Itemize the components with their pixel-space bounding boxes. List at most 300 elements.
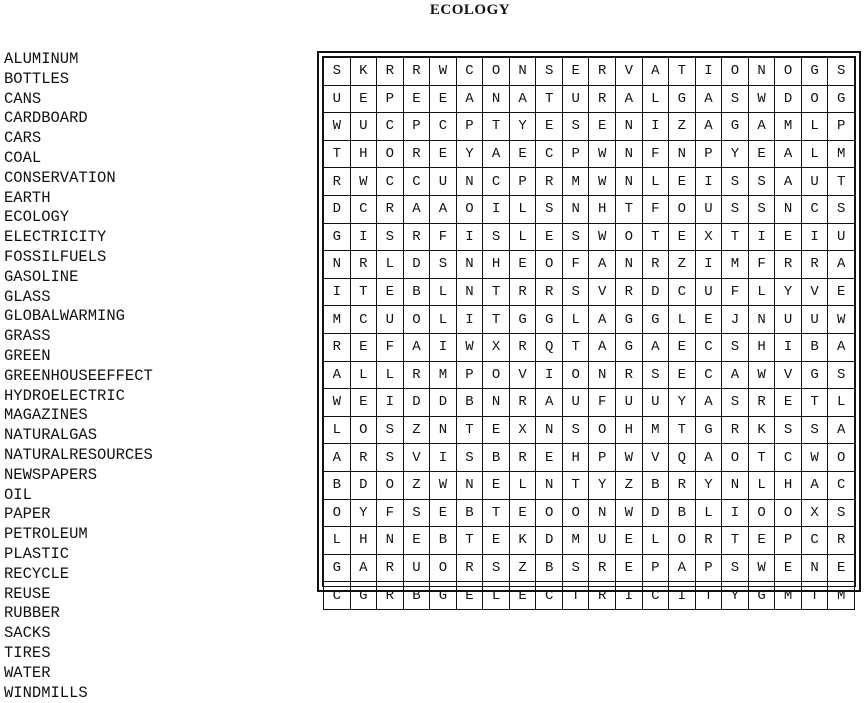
grid-cell[interactable]: Y: [509, 113, 536, 141]
grid-cell[interactable]: S: [483, 554, 510, 582]
grid-cell[interactable]: A: [828, 251, 855, 279]
grid-cell[interactable]: B: [456, 389, 483, 417]
grid-cell[interactable]: R: [403, 361, 430, 389]
grid-cell[interactable]: E: [456, 582, 483, 610]
grid-cell[interactable]: A: [589, 333, 616, 361]
grid-cell[interactable]: C: [695, 333, 722, 361]
grid-cell[interactable]: O: [775, 499, 802, 527]
grid-cell[interactable]: N: [536, 416, 563, 444]
grid-cell[interactable]: L: [324, 527, 351, 555]
grid-cell[interactable]: H: [562, 444, 589, 472]
grid-cell[interactable]: E: [828, 278, 855, 306]
grid-cell[interactable]: A: [324, 444, 351, 472]
grid-cell[interactable]: I: [536, 361, 563, 389]
grid-cell[interactable]: M: [562, 168, 589, 196]
grid-cell[interactable]: N: [801, 554, 828, 582]
grid-cell[interactable]: E: [695, 306, 722, 334]
grid-cell[interactable]: U: [801, 306, 828, 334]
grid-cell[interactable]: N: [589, 361, 616, 389]
grid-cell[interactable]: N: [748, 306, 775, 334]
grid-cell[interactable]: G: [722, 113, 749, 141]
grid-cell[interactable]: S: [536, 58, 563, 86]
grid-cell[interactable]: F: [748, 251, 775, 279]
grid-cell[interactable]: W: [589, 223, 616, 251]
grid-cell[interactable]: I: [695, 58, 722, 86]
grid-cell[interactable]: W: [430, 471, 457, 499]
grid-cell[interactable]: T: [722, 223, 749, 251]
grid-cell[interactable]: N: [616, 251, 643, 279]
grid-cell[interactable]: C: [775, 444, 802, 472]
grid-cell[interactable]: S: [828, 58, 855, 86]
grid-cell[interactable]: N: [324, 251, 351, 279]
grid-cell[interactable]: A: [669, 554, 696, 582]
grid-cell[interactable]: O: [589, 416, 616, 444]
grid-cell[interactable]: N: [562, 195, 589, 223]
grid-cell[interactable]: N: [589, 499, 616, 527]
grid-cell[interactable]: T: [722, 527, 749, 555]
grid-cell[interactable]: K: [509, 527, 536, 555]
grid-cell[interactable]: U: [828, 223, 855, 251]
grid-cell[interactable]: T: [324, 140, 351, 168]
grid-cell[interactable]: S: [722, 195, 749, 223]
grid-cell[interactable]: E: [509, 499, 536, 527]
grid-cell[interactable]: U: [616, 389, 643, 417]
grid-cell[interactable]: G: [642, 306, 669, 334]
grid-cell[interactable]: O: [403, 306, 430, 334]
grid-cell[interactable]: H: [350, 140, 377, 168]
grid-cell[interactable]: O: [828, 444, 855, 472]
grid-cell[interactable]: C: [483, 168, 510, 196]
grid-cell[interactable]: E: [536, 223, 563, 251]
grid-cell[interactable]: G: [536, 306, 563, 334]
grid-cell[interactable]: A: [748, 113, 775, 141]
grid-cell[interactable]: W: [350, 168, 377, 196]
grid-cell[interactable]: U: [695, 195, 722, 223]
grid-cell[interactable]: R: [377, 58, 404, 86]
grid-cell[interactable]: S: [562, 278, 589, 306]
grid-cell[interactable]: V: [642, 444, 669, 472]
grid-cell[interactable]: A: [642, 333, 669, 361]
grid-cell[interactable]: C: [669, 278, 696, 306]
grid-cell[interactable]: N: [456, 251, 483, 279]
grid-cell[interactable]: T: [669, 58, 696, 86]
grid-cell[interactable]: S: [483, 223, 510, 251]
grid-cell[interactable]: H: [748, 333, 775, 361]
grid-cell[interactable]: A: [828, 333, 855, 361]
grid-cell[interactable]: S: [377, 223, 404, 251]
grid-cell[interactable]: H: [483, 251, 510, 279]
grid-cell[interactable]: R: [775, 251, 802, 279]
grid-cell[interactable]: L: [430, 278, 457, 306]
grid-cell[interactable]: O: [616, 223, 643, 251]
grid-cell[interactable]: U: [589, 527, 616, 555]
grid-cell[interactable]: N: [483, 389, 510, 417]
grid-cell[interactable]: W: [324, 113, 351, 141]
grid-cell[interactable]: G: [616, 333, 643, 361]
grid-cell[interactable]: I: [695, 251, 722, 279]
grid-cell[interactable]: R: [536, 168, 563, 196]
grid-cell[interactable]: E: [775, 223, 802, 251]
grid-cell[interactable]: W: [801, 444, 828, 472]
grid-cell[interactable]: O: [536, 251, 563, 279]
grid-cell[interactable]: F: [642, 140, 669, 168]
grid-cell[interactable]: S: [722, 389, 749, 417]
grid-cell[interactable]: B: [403, 278, 430, 306]
grid-cell[interactable]: L: [669, 306, 696, 334]
grid-cell[interactable]: B: [669, 499, 696, 527]
grid-cell[interactable]: F: [589, 389, 616, 417]
grid-cell[interactable]: B: [483, 444, 510, 472]
grid-cell[interactable]: N: [536, 471, 563, 499]
grid-cell[interactable]: P: [456, 113, 483, 141]
grid-cell[interactable]: U: [695, 278, 722, 306]
grid-cell[interactable]: H: [350, 527, 377, 555]
grid-cell[interactable]: U: [350, 113, 377, 141]
grid-cell[interactable]: C: [403, 168, 430, 196]
grid-cell[interactable]: E: [483, 527, 510, 555]
grid-cell[interactable]: L: [509, 223, 536, 251]
grid-cell[interactable]: A: [616, 85, 643, 113]
grid-cell[interactable]: N: [722, 471, 749, 499]
grid-cell[interactable]: A: [403, 333, 430, 361]
grid-cell[interactable]: S: [562, 223, 589, 251]
grid-cell[interactable]: W: [589, 168, 616, 196]
grid-cell[interactable]: T: [483, 499, 510, 527]
grid-cell[interactable]: R: [589, 554, 616, 582]
grid-cell[interactable]: I: [456, 306, 483, 334]
grid-cell[interactable]: E: [748, 527, 775, 555]
grid-cell[interactable]: C: [456, 58, 483, 86]
grid-cell[interactable]: P: [828, 113, 855, 141]
grid-cell[interactable]: B: [403, 582, 430, 610]
grid-cell[interactable]: Z: [669, 113, 696, 141]
grid-cell[interactable]: W: [616, 444, 643, 472]
grid-cell[interactable]: M: [722, 251, 749, 279]
grid-cell[interactable]: L: [748, 278, 775, 306]
grid-cell[interactable]: M: [775, 113, 802, 141]
grid-cell[interactable]: F: [430, 223, 457, 251]
grid-cell[interactable]: X: [509, 416, 536, 444]
grid-cell[interactable]: E: [430, 85, 457, 113]
grid-cell[interactable]: H: [589, 195, 616, 223]
grid-cell[interactable]: T: [562, 471, 589, 499]
grid-cell[interactable]: R: [828, 527, 855, 555]
grid-cell[interactable]: E: [775, 389, 802, 417]
grid-cell[interactable]: R: [509, 444, 536, 472]
grid-cell[interactable]: A: [483, 140, 510, 168]
grid-cell[interactable]: M: [430, 361, 457, 389]
grid-cell[interactable]: D: [350, 471, 377, 499]
grid-cell[interactable]: A: [695, 85, 722, 113]
grid-cell[interactable]: L: [642, 168, 669, 196]
grid-cell[interactable]: R: [509, 333, 536, 361]
grid-cell[interactable]: I: [377, 389, 404, 417]
grid-cell[interactable]: Z: [509, 554, 536, 582]
grid-cell[interactable]: O: [775, 58, 802, 86]
grid-cell[interactable]: N: [483, 85, 510, 113]
grid-cell[interactable]: Y: [695, 471, 722, 499]
grid-cell[interactable]: V: [589, 278, 616, 306]
grid-cell[interactable]: S: [562, 113, 589, 141]
grid-cell[interactable]: B: [536, 554, 563, 582]
grid-cell[interactable]: S: [828, 195, 855, 223]
grid-cell[interactable]: S: [722, 168, 749, 196]
grid-cell[interactable]: O: [456, 195, 483, 223]
grid-cell[interactable]: L: [430, 306, 457, 334]
grid-cell[interactable]: R: [403, 58, 430, 86]
grid-cell[interactable]: V: [775, 361, 802, 389]
grid-cell[interactable]: R: [377, 582, 404, 610]
grid-cell[interactable]: W: [324, 389, 351, 417]
grid-cell[interactable]: C: [536, 140, 563, 168]
grid-cell[interactable]: N: [456, 278, 483, 306]
grid-cell[interactable]: M: [324, 306, 351, 334]
grid-cell[interactable]: E: [350, 333, 377, 361]
grid-cell[interactable]: S: [377, 416, 404, 444]
grid-cell[interactable]: O: [722, 444, 749, 472]
grid-cell[interactable]: U: [324, 85, 351, 113]
grid-cell[interactable]: P: [562, 140, 589, 168]
grid-cell[interactable]: E: [828, 554, 855, 582]
grid-cell[interactable]: X: [801, 499, 828, 527]
grid-cell[interactable]: A: [828, 416, 855, 444]
grid-cell[interactable]: O: [377, 140, 404, 168]
grid-cell[interactable]: G: [430, 582, 457, 610]
grid-cell[interactable]: C: [642, 582, 669, 610]
grid-cell[interactable]: O: [562, 499, 589, 527]
grid-cell[interactable]: R: [324, 333, 351, 361]
grid-cell[interactable]: S: [536, 195, 563, 223]
grid-cell[interactable]: R: [589, 58, 616, 86]
grid-cell[interactable]: S: [456, 444, 483, 472]
grid-cell[interactable]: E: [616, 527, 643, 555]
grid-cell[interactable]: W: [616, 499, 643, 527]
grid-cell[interactable]: T: [456, 527, 483, 555]
grid-cell[interactable]: S: [828, 499, 855, 527]
grid-cell[interactable]: K: [748, 416, 775, 444]
grid-cell[interactable]: L: [562, 306, 589, 334]
grid-cell[interactable]: I: [801, 223, 828, 251]
grid-cell[interactable]: O: [483, 361, 510, 389]
grid-cell[interactable]: S: [430, 251, 457, 279]
grid-cell[interactable]: C: [350, 195, 377, 223]
grid-cell[interactable]: G: [509, 306, 536, 334]
grid-cell[interactable]: N: [509, 58, 536, 86]
grid-cell[interactable]: V: [403, 444, 430, 472]
grid-cell[interactable]: C: [377, 168, 404, 196]
grid-cell[interactable]: C: [828, 471, 855, 499]
grid-cell[interactable]: T: [748, 444, 775, 472]
grid-cell[interactable]: U: [775, 306, 802, 334]
grid-cell[interactable]: V: [509, 361, 536, 389]
grid-cell[interactable]: R: [695, 527, 722, 555]
grid-cell[interactable]: E: [483, 471, 510, 499]
grid-cell[interactable]: A: [801, 471, 828, 499]
grid-cell[interactable]: R: [801, 251, 828, 279]
grid-cell[interactable]: Y: [456, 140, 483, 168]
grid-cell[interactable]: L: [828, 389, 855, 417]
grid-cell[interactable]: G: [350, 582, 377, 610]
grid-cell[interactable]: R: [324, 168, 351, 196]
grid-cell[interactable]: S: [722, 85, 749, 113]
grid-cell[interactable]: T: [801, 582, 828, 610]
grid-cell[interactable]: N: [377, 527, 404, 555]
grid-cell[interactable]: I: [775, 333, 802, 361]
grid-cell[interactable]: P: [377, 85, 404, 113]
grid-cell[interactable]: U: [801, 168, 828, 196]
grid-cell[interactable]: T: [562, 582, 589, 610]
grid-cell[interactable]: H: [775, 471, 802, 499]
grid-cell[interactable]: Q: [536, 333, 563, 361]
grid-cell[interactable]: R: [350, 251, 377, 279]
grid-cell[interactable]: G: [801, 58, 828, 86]
grid-cell[interactable]: Y: [589, 471, 616, 499]
grid-cell[interactable]: E: [669, 361, 696, 389]
grid-cell[interactable]: N: [430, 416, 457, 444]
grid-cell[interactable]: G: [748, 582, 775, 610]
grid-cell[interactable]: R: [722, 416, 749, 444]
grid-cell[interactable]: C: [350, 306, 377, 334]
grid-cell[interactable]: W: [748, 554, 775, 582]
grid-cell[interactable]: G: [695, 416, 722, 444]
grid-cell[interactable]: E: [589, 113, 616, 141]
grid-cell[interactable]: E: [536, 444, 563, 472]
grid-cell[interactable]: I: [430, 444, 457, 472]
grid-cell[interactable]: O: [536, 499, 563, 527]
grid-cell[interactable]: F: [377, 499, 404, 527]
grid-cell[interactable]: I: [324, 278, 351, 306]
grid-cell[interactable]: T: [483, 113, 510, 141]
grid-cell[interactable]: L: [642, 85, 669, 113]
grid-cell[interactable]: B: [430, 527, 457, 555]
grid-cell[interactable]: S: [377, 444, 404, 472]
grid-cell[interactable]: S: [828, 361, 855, 389]
grid-cell[interactable]: X: [695, 223, 722, 251]
grid-cell[interactable]: R: [669, 471, 696, 499]
grid-cell[interactable]: A: [536, 389, 563, 417]
grid-cell[interactable]: D: [642, 499, 669, 527]
grid-cell[interactable]: W: [748, 85, 775, 113]
grid-cell[interactable]: A: [509, 85, 536, 113]
grid-cell[interactable]: I: [642, 113, 669, 141]
grid-cell[interactable]: Z: [616, 471, 643, 499]
grid-cell[interactable]: C: [695, 361, 722, 389]
grid-cell[interactable]: A: [695, 113, 722, 141]
grid-cell[interactable]: E: [669, 333, 696, 361]
grid-cell[interactable]: O: [324, 499, 351, 527]
grid-cell[interactable]: R: [748, 389, 775, 417]
grid-cell[interactable]: A: [589, 251, 616, 279]
grid-cell[interactable]: E: [536, 113, 563, 141]
grid-cell[interactable]: O: [562, 361, 589, 389]
grid-cell[interactable]: S: [801, 416, 828, 444]
grid-cell[interactable]: C: [324, 582, 351, 610]
grid-cell[interactable]: R: [589, 582, 616, 610]
grid-cell[interactable]: I: [483, 195, 510, 223]
grid-cell[interactable]: P: [695, 140, 722, 168]
grid-cell[interactable]: O: [748, 499, 775, 527]
grid-cell[interactable]: E: [350, 389, 377, 417]
grid-cell[interactable]: W: [430, 58, 457, 86]
grid-cell[interactable]: E: [430, 499, 457, 527]
grid-cell[interactable]: D: [642, 278, 669, 306]
grid-cell[interactable]: S: [722, 554, 749, 582]
grid-cell[interactable]: T: [642, 223, 669, 251]
grid-cell[interactable]: O: [483, 58, 510, 86]
grid-cell[interactable]: B: [642, 471, 669, 499]
grid-cell[interactable]: F: [562, 251, 589, 279]
grid-cell[interactable]: A: [642, 58, 669, 86]
grid-cell[interactable]: C: [801, 527, 828, 555]
grid-cell[interactable]: F: [722, 278, 749, 306]
grid-cell[interactable]: R: [616, 361, 643, 389]
grid-cell[interactable]: D: [403, 389, 430, 417]
grid-cell[interactable]: O: [722, 58, 749, 86]
grid-cell[interactable]: U: [430, 168, 457, 196]
grid-cell[interactable]: M: [828, 582, 855, 610]
grid-cell[interactable]: L: [483, 582, 510, 610]
grid-cell[interactable]: T: [695, 582, 722, 610]
grid-cell[interactable]: Y: [775, 278, 802, 306]
grid-cell[interactable]: N: [616, 140, 643, 168]
grid-cell[interactable]: L: [324, 416, 351, 444]
grid-cell[interactable]: U: [562, 85, 589, 113]
grid-cell[interactable]: E: [616, 554, 643, 582]
grid-cell[interactable]: W: [589, 140, 616, 168]
grid-cell[interactable]: G: [616, 306, 643, 334]
grid-cell[interactable]: B: [324, 471, 351, 499]
grid-cell[interactable]: R: [509, 389, 536, 417]
grid-cell[interactable]: E: [377, 278, 404, 306]
grid-cell[interactable]: L: [377, 251, 404, 279]
grid-cell[interactable]: D: [324, 195, 351, 223]
grid-cell[interactable]: V: [801, 278, 828, 306]
grid-cell[interactable]: T: [483, 306, 510, 334]
grid-cell[interactable]: R: [377, 195, 404, 223]
grid-cell[interactable]: L: [509, 471, 536, 499]
grid-cell[interactable]: S: [562, 554, 589, 582]
grid-cell[interactable]: T: [562, 333, 589, 361]
grid-cell[interactable]: Y: [722, 582, 749, 610]
grid-cell[interactable]: L: [801, 140, 828, 168]
grid-cell[interactable]: P: [775, 527, 802, 555]
grid-cell[interactable]: I: [669, 582, 696, 610]
grid-cell[interactable]: O: [669, 195, 696, 223]
grid-cell[interactable]: E: [403, 527, 430, 555]
grid-cell[interactable]: U: [642, 389, 669, 417]
grid-cell[interactable]: O: [350, 416, 377, 444]
grid-cell[interactable]: F: [642, 195, 669, 223]
grid-cell[interactable]: A: [324, 361, 351, 389]
grid-cell[interactable]: L: [748, 471, 775, 499]
grid-cell[interactable]: E: [775, 554, 802, 582]
grid-cell[interactable]: W: [748, 361, 775, 389]
grid-cell[interactable]: E: [748, 140, 775, 168]
grid-cell[interactable]: M: [642, 416, 669, 444]
grid-cell[interactable]: E: [430, 140, 457, 168]
grid-cell[interactable]: T: [536, 85, 563, 113]
grid-cell[interactable]: T: [616, 195, 643, 223]
grid-cell[interactable]: W: [456, 333, 483, 361]
grid-cell[interactable]: I: [616, 582, 643, 610]
grid-cell[interactable]: E: [509, 251, 536, 279]
grid-cell[interactable]: L: [801, 113, 828, 141]
grid-cell[interactable]: I: [350, 223, 377, 251]
grid-cell[interactable]: O: [801, 85, 828, 113]
grid-cell[interactable]: W: [828, 306, 855, 334]
grid-cell[interactable]: M: [828, 140, 855, 168]
grid-cell[interactable]: Z: [403, 471, 430, 499]
